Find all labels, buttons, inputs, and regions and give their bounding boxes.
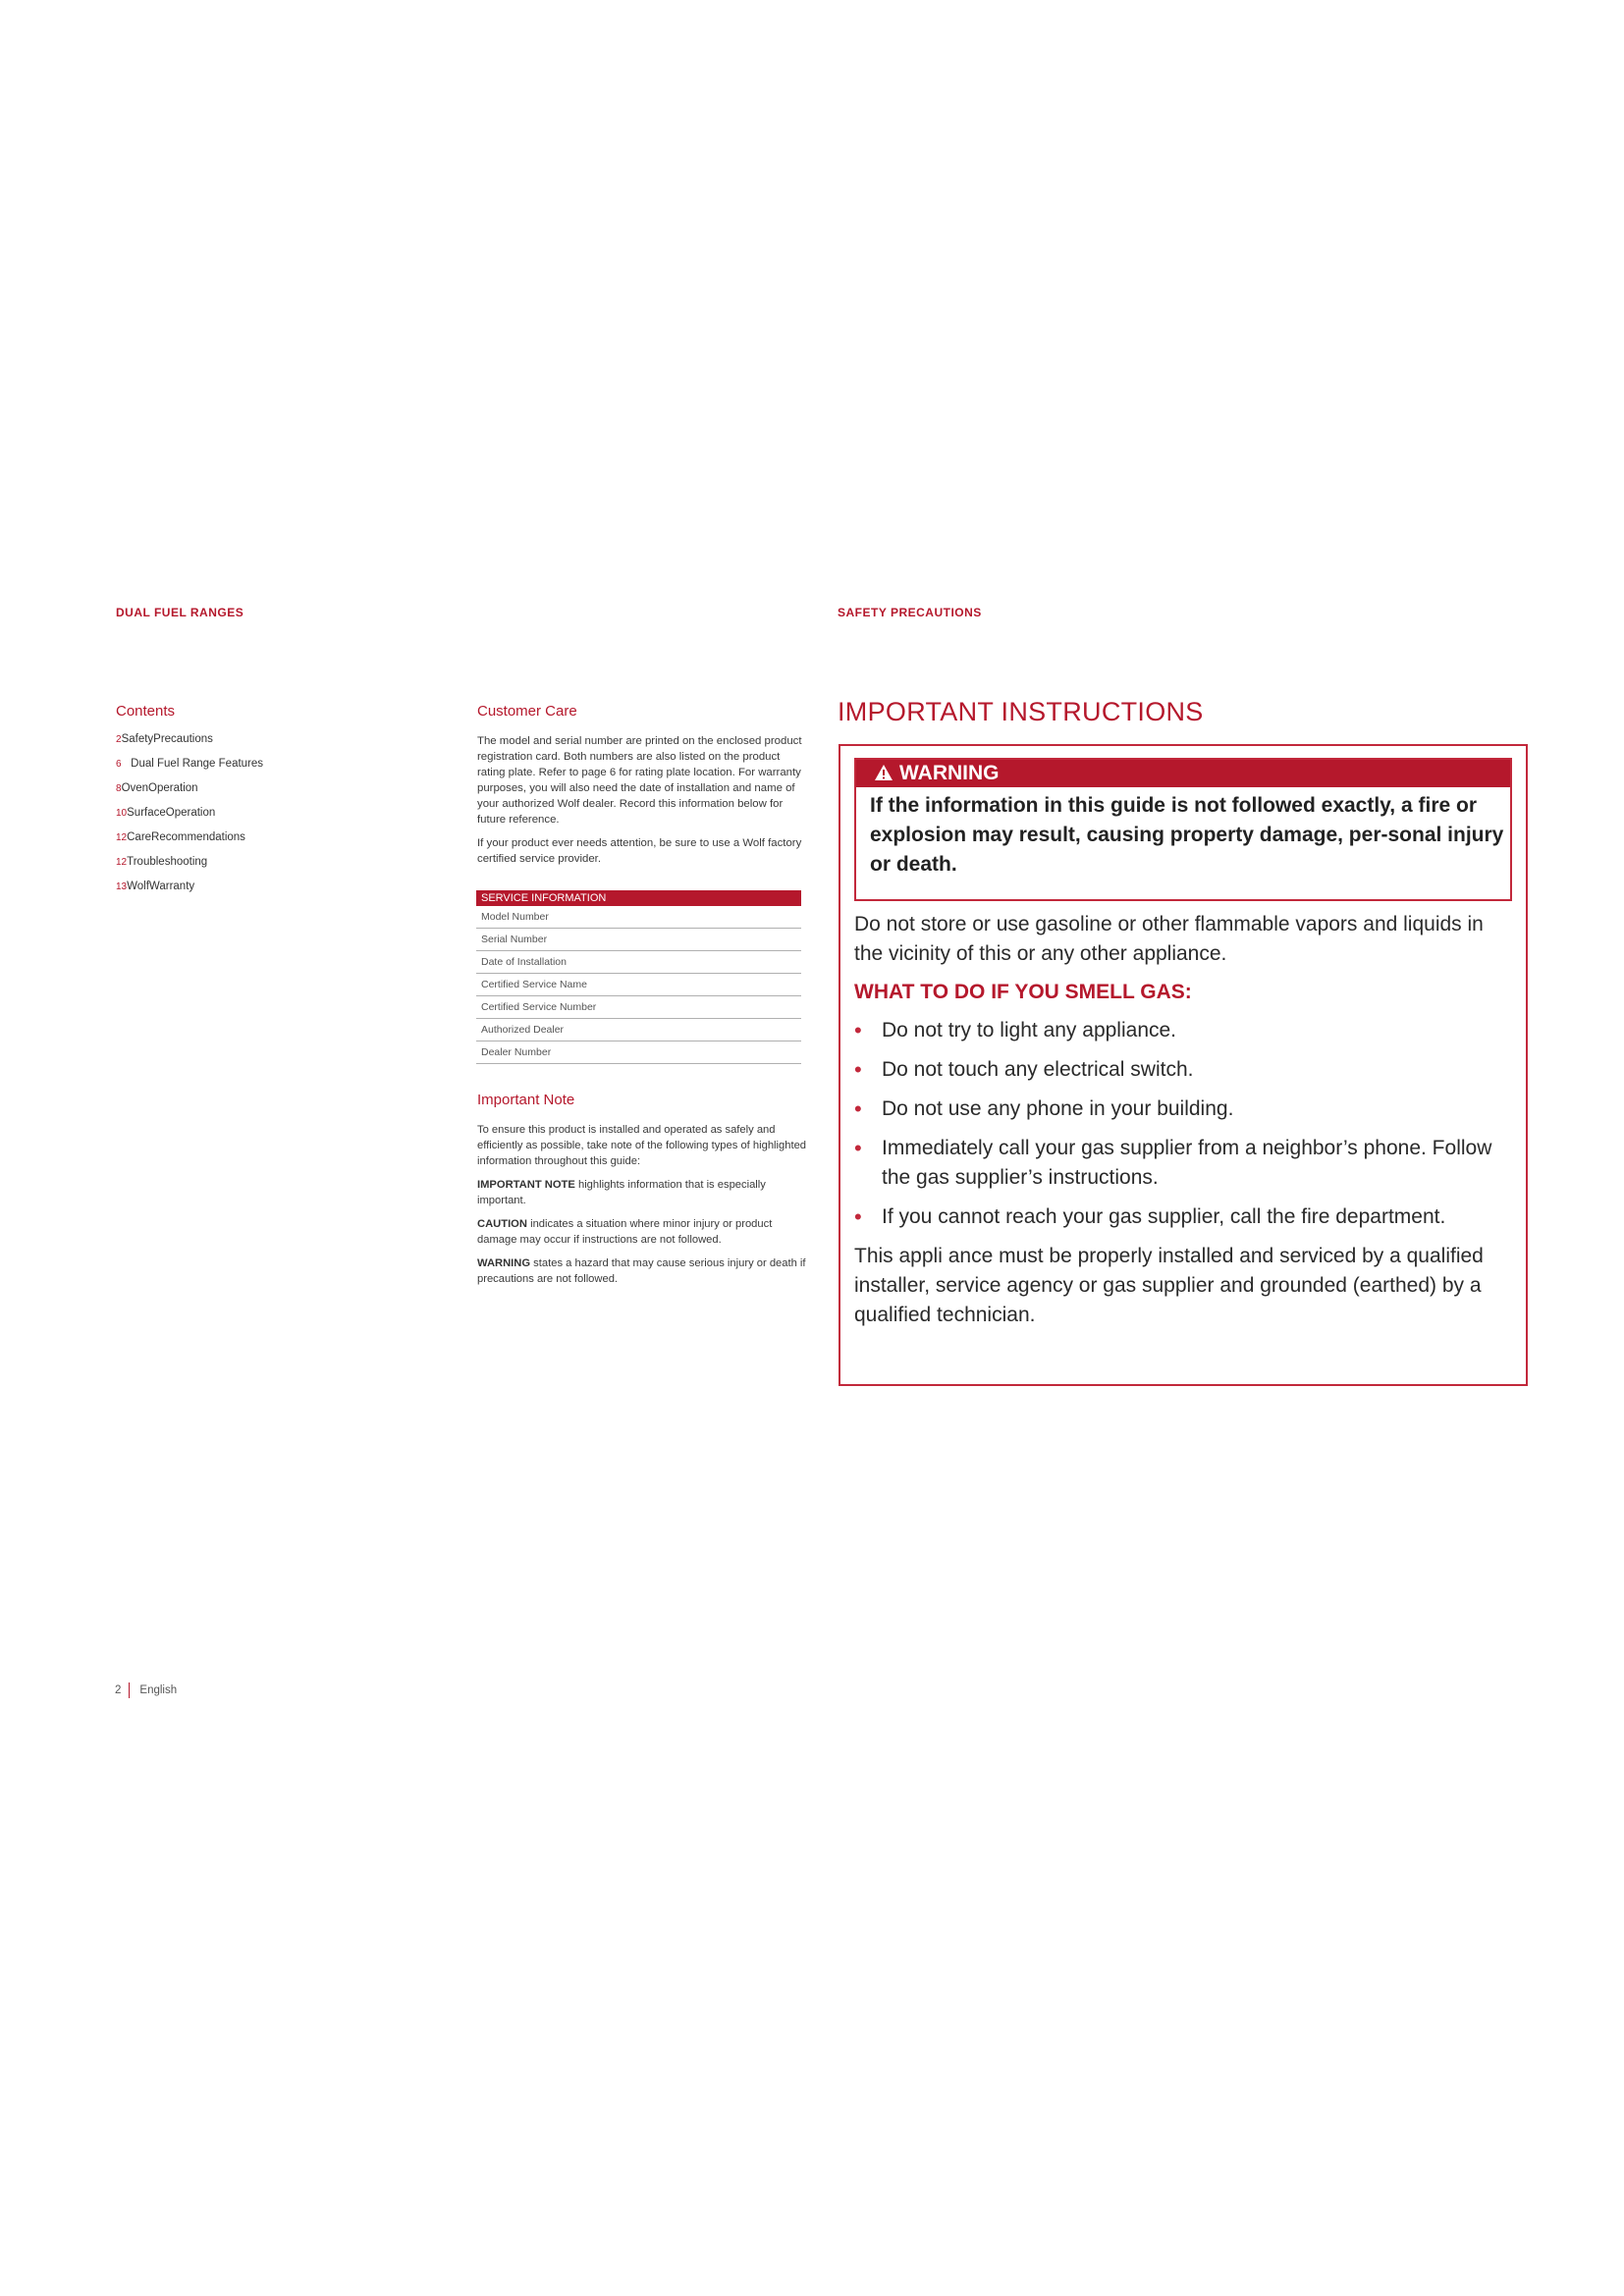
warning-box — [854, 758, 1512, 901]
service-information-table — [476, 890, 801, 1064]
installation-paragraph: This appli ance must be properly installed and serviced by a qualified installer, service agency or gas supplier and grounded (earthed) by a qualified technician. — [854, 1245, 1484, 1326]
footer-divider — [129, 1682, 130, 1698]
service-field-date-of-installation[interactable]: Date of Installation — [476, 951, 801, 974]
contents-list — [116, 727, 352, 899]
service-field-model-number[interactable]: Model Number — [476, 906, 801, 929]
toc-item[interactable]: 8OvenOperation — [116, 782, 198, 794]
toc-item[interactable]: 12CareRecommendations — [116, 831, 245, 843]
flammable-vapors-paragraph: Do not store or use gasoline or other flammable vapors and liquids in the vicinity of this or any other appliance. — [854, 913, 1484, 965]
service-field-serial-number[interactable]: Serial Number — [476, 929, 801, 951]
important-note-title: Important Note — [477, 1092, 575, 1108]
page-title: IMPORTANT INSTRUCTIONS — [838, 697, 1204, 726]
smell-gas-heading: WHAT TO DO IF YOU SMELL GAS: — [854, 981, 1192, 1003]
contents-section — [116, 703, 352, 899]
page-number: 2 — [115, 1684, 122, 1697]
warning-bar — [856, 760, 1510, 787]
service-information-header: SERVICE INFORMATION — [476, 890, 801, 906]
important-note-section — [477, 1092, 811, 1295]
service-field-authorized-dealer[interactable]: Authorized Dealer — [476, 1019, 801, 1041]
toc-item[interactable]: 12Troubleshooting — [116, 856, 208, 868]
bullet-icon: • — [854, 1057, 862, 1082]
note-definition-important: IMPORTANT NOTE highlights information that is especially important. — [477, 1179, 766, 1206]
page-footer — [115, 1682, 177, 1698]
warning-triangle-icon — [874, 764, 893, 781]
customer-care-paragraph: If your product ever needs attention, be sure to use a Wolf factory certified service provider. — [477, 837, 802, 865]
note-definition-warning: WARNING states a hazard that may cause serious injury or death if precautions are not followed. — [477, 1257, 806, 1285]
footer-language: English — [139, 1684, 178, 1697]
list-item: • Do not try to light any appliance. — [854, 1016, 1502, 1045]
warning-text: If the information in this guide is not followed exactly, a fire or explosion may result, causing property damage, per-sonal injury or death. — [870, 794, 1504, 876]
customer-care-paragraph: The model and serial number are printed on the enclosed product registration card. Both numbers are also listed on the product rating plate. Refer to page 6 for rating plate location. For warranty purposes, you will also need the date of installation and name of your authorized Wolf dealer. Record this information below for future reference. — [477, 735, 802, 826]
list-item: • Do not use any phone in your building. — [854, 1095, 1502, 1124]
list-item: • If you cannot reach your gas supplier, call the fire department. — [854, 1202, 1502, 1232]
service-field-certified-service-number[interactable]: Certified Service Number — [476, 996, 801, 1019]
service-field-certified-service-name[interactable]: Certified Service Name — [476, 974, 801, 996]
instructions-body — [854, 910, 1502, 1330]
note-definition-caution: CAUTION indicates a situation where minor injury or product damage may occur if instructions are not followed. — [477, 1218, 773, 1246]
important-note-intro: To ensure this product is installed and operated as safely and efficiently as possible, take note of the following types of highlighted information throughout this guide: — [477, 1124, 807, 1167]
customer-care-section — [477, 703, 807, 875]
service-field-dealer-number[interactable]: Dealer Number — [476, 1041, 801, 1064]
smell-gas-list — [854, 1016, 1502, 1232]
bullet-icon: • — [854, 1096, 862, 1121]
list-item: • Do not touch any electrical switch. — [854, 1055, 1502, 1085]
bullet-icon: • — [854, 1136, 862, 1160]
bullet-icon: • — [854, 1018, 862, 1042]
toc-item[interactable]: 2SafetyPrecautions — [116, 733, 213, 745]
list-item: • Immediately call your gas supplier from a neighbor’s phone. Follow the gas supplier’s instructions. — [854, 1136, 1492, 1189]
warning-label: WARNING — [899, 762, 1000, 784]
customer-care-title: Customer Care — [477, 703, 577, 720]
left-running-header: DUAL FUEL RANGES — [116, 606, 244, 619]
toc-item[interactable]: 10SurfaceOperation — [116, 807, 216, 819]
contents-title: Contents — [116, 703, 176, 720]
toc-item[interactable]: 13WolfWarranty — [116, 881, 195, 892]
toc-item[interactable]: 6 Dual Fuel Range Features — [116, 758, 264, 770]
bullet-icon: • — [854, 1204, 862, 1229]
right-running-header: SAFETY PRECAUTIONS — [838, 606, 982, 619]
